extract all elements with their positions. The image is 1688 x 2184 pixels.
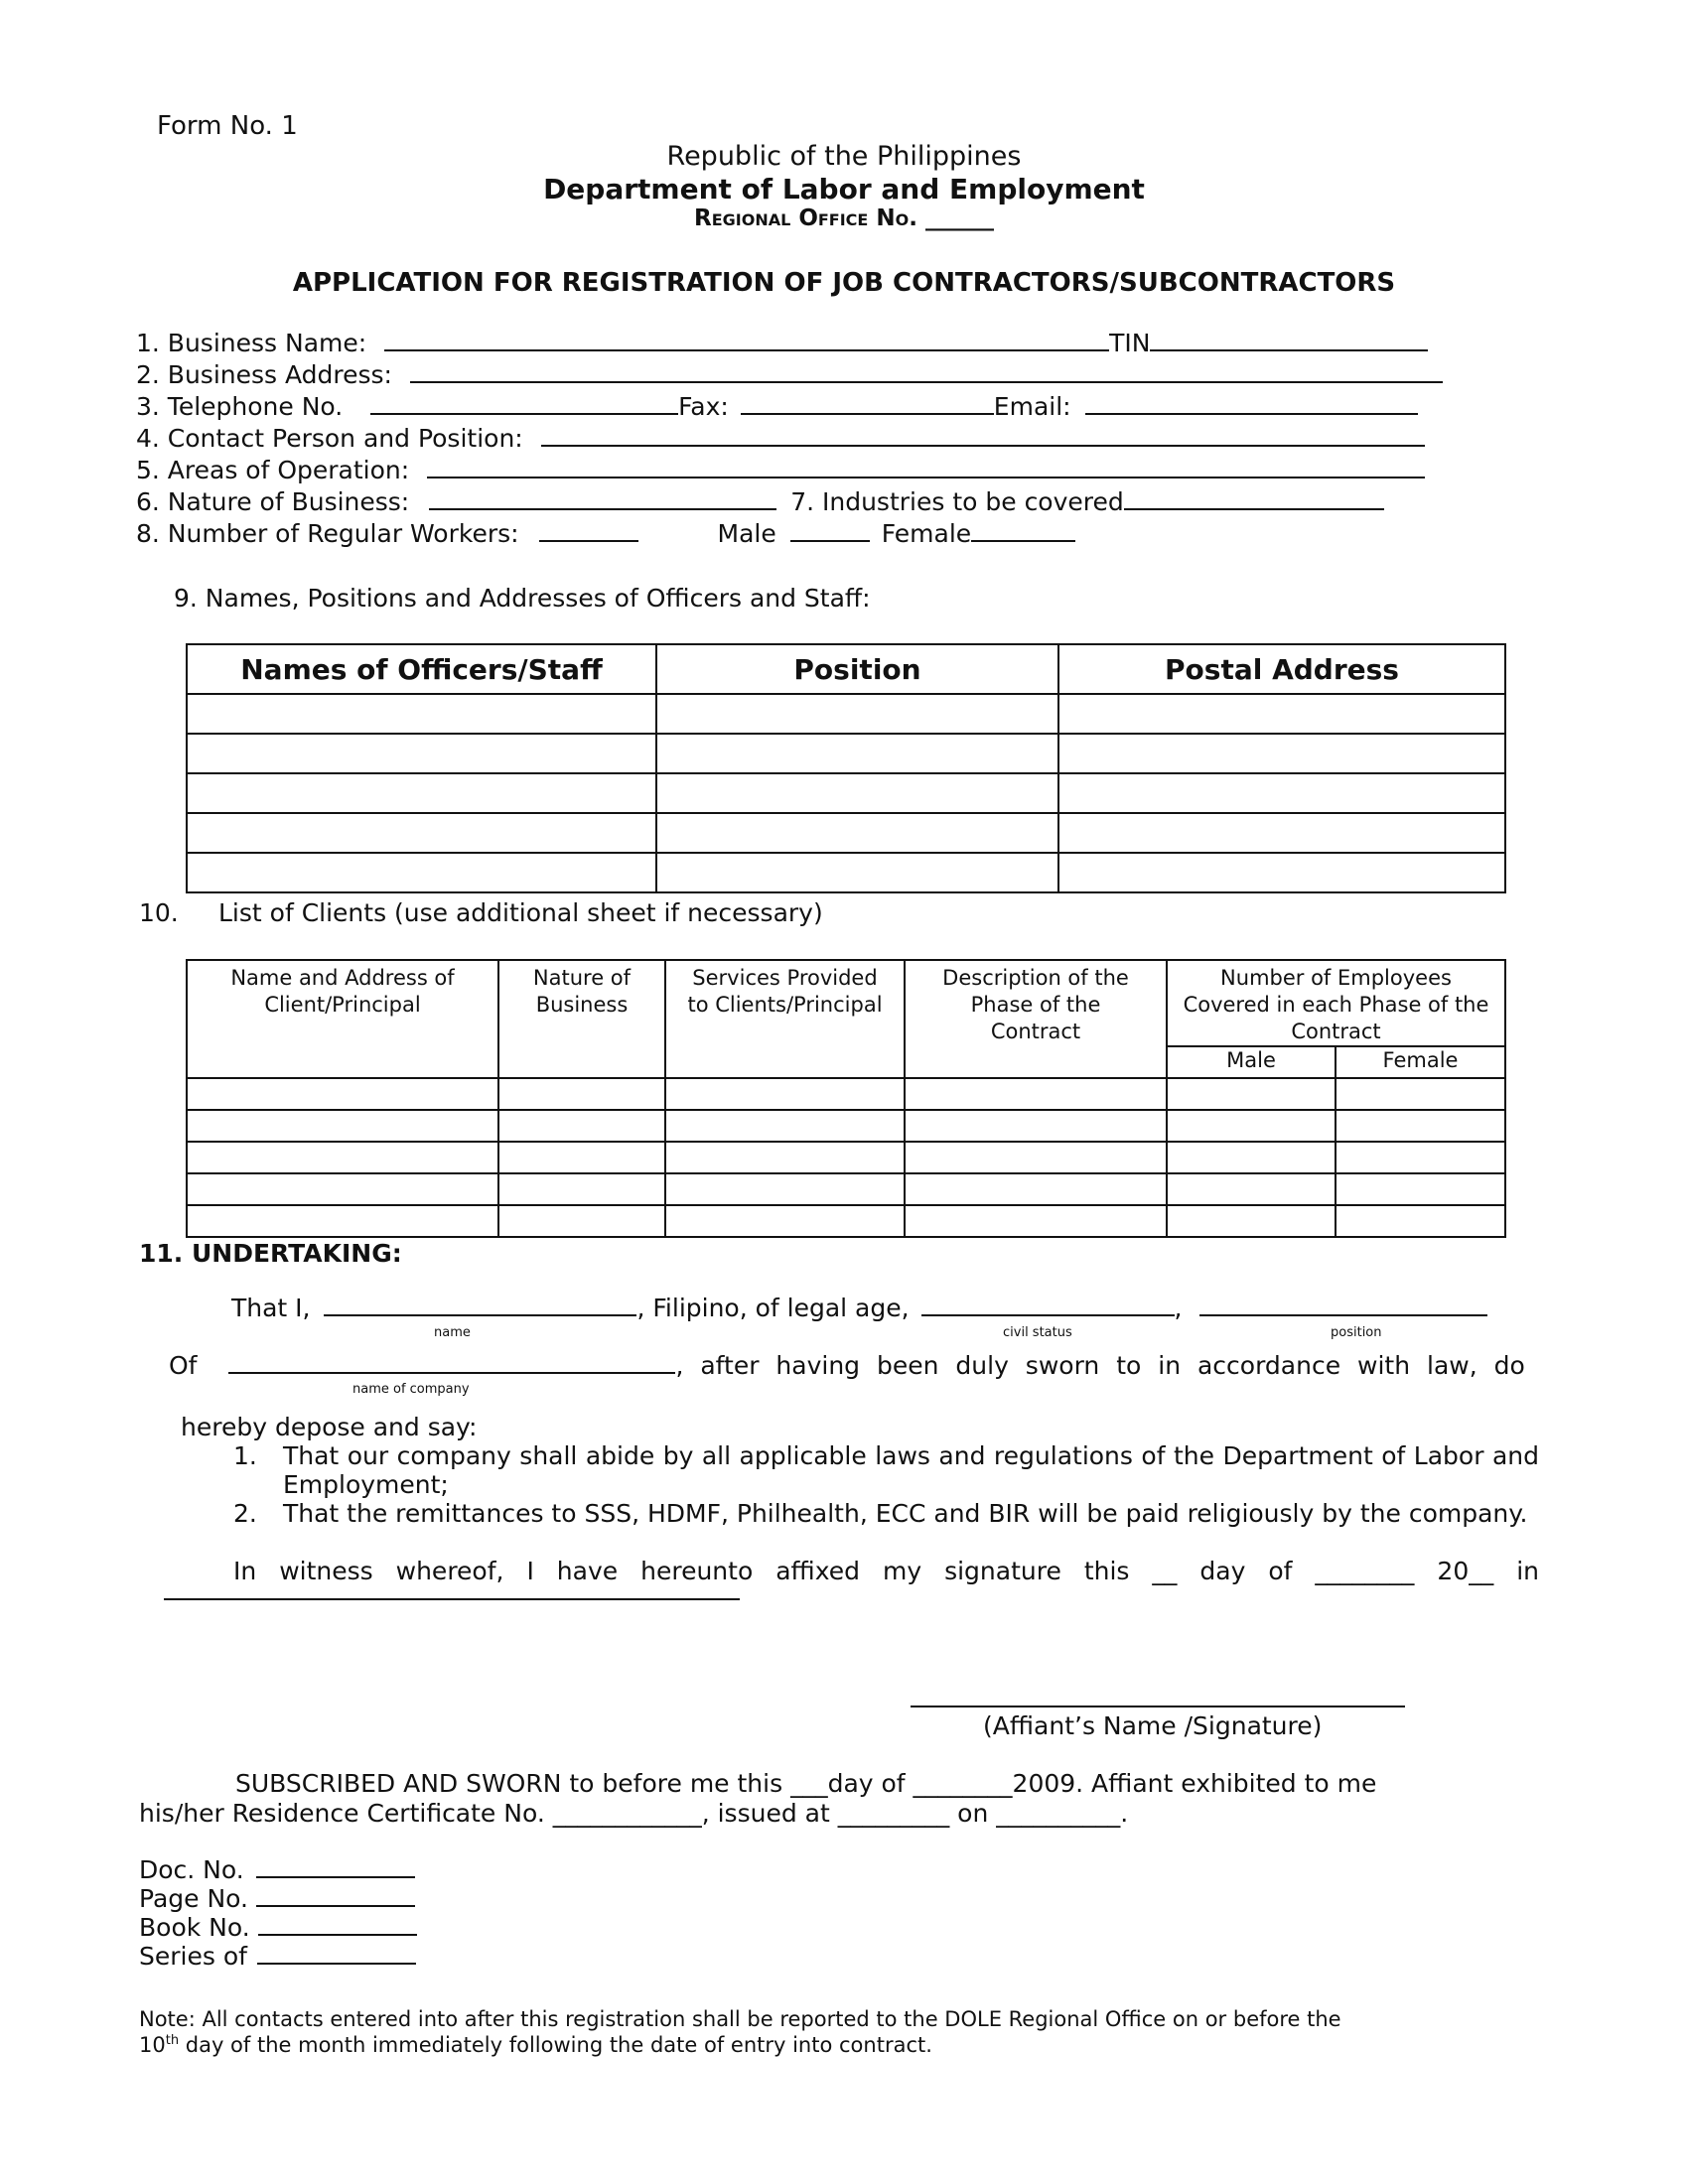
page-no-field[interactable] bbox=[256, 1883, 415, 1907]
item1-number: 1. bbox=[233, 1441, 257, 1470]
comma-label: , bbox=[1174, 1294, 1183, 1322]
table-cell[interactable] bbox=[656, 853, 1058, 892]
tin-label: TIN bbox=[1109, 329, 1151, 357]
table-cell[interactable] bbox=[187, 853, 656, 892]
business-name-field[interactable] bbox=[384, 328, 1109, 351]
table-cell[interactable] bbox=[1058, 694, 1505, 734]
contact-person-field[interactable] bbox=[541, 423, 1425, 447]
form-title: APPLICATION FOR REGISTRATION OF JOB CONTRACTORS/SUBCONTRACTORS bbox=[292, 268, 1396, 298]
table-cell[interactable] bbox=[1336, 1173, 1505, 1205]
position-field[interactable] bbox=[1199, 1293, 1487, 1316]
nature-row bbox=[136, 486, 1384, 518]
section10-number: 10. bbox=[139, 898, 179, 927]
table-cell[interactable] bbox=[1167, 1173, 1336, 1205]
table-cell[interactable] bbox=[656, 734, 1058, 773]
table-cell[interactable] bbox=[656, 813, 1058, 853]
section9-heading: 9. Names, Positions and Addresses of Officers and Staff: bbox=[174, 584, 871, 613]
nature-field[interactable] bbox=[429, 486, 776, 510]
that-i-label: That I, bbox=[231, 1294, 311, 1322]
series-field[interactable] bbox=[257, 1941, 416, 1965]
areas-field[interactable] bbox=[427, 455, 1425, 478]
col-client-name-header: Name and Address of Client/Principal bbox=[187, 960, 498, 1078]
regional-office-line: Regional Office No. ______ bbox=[694, 205, 994, 231]
table-cell[interactable] bbox=[665, 1205, 905, 1237]
clients-header-row bbox=[187, 960, 1505, 1046]
book-no-label: Book No. bbox=[139, 1913, 250, 1942]
book-no-field[interactable] bbox=[258, 1912, 417, 1936]
table-cell[interactable] bbox=[905, 1078, 1167, 1110]
caption-civil-status: civil status bbox=[1003, 1325, 1072, 1340]
department-line: Department of Labor and Employment bbox=[543, 173, 1145, 205]
business-name-label: 1. Business Name: bbox=[136, 329, 367, 357]
item2-number: 2. bbox=[233, 1499, 257, 1528]
business-name-row bbox=[136, 328, 1428, 359]
business-address-label: 2. Business Address: bbox=[136, 360, 392, 389]
contact-person-label: 4. Contact Person and Position: bbox=[136, 424, 523, 453]
doc-no-field[interactable] bbox=[256, 1854, 415, 1878]
table-row bbox=[187, 1110, 1505, 1142]
table-cell[interactable] bbox=[187, 734, 656, 773]
republic-line: Republic of the Philippines bbox=[666, 141, 1022, 172]
clients-table bbox=[186, 959, 1506, 1238]
table-cell[interactable] bbox=[656, 773, 1058, 813]
regular-workers-label: 8. Number of Regular Workers: bbox=[136, 519, 519, 548]
place-field[interactable] bbox=[164, 1598, 740, 1600]
book-no-row bbox=[139, 1912, 417, 1944]
caption-position: position bbox=[1331, 1325, 1382, 1340]
table-row bbox=[187, 1173, 1505, 1205]
female-field[interactable] bbox=[971, 518, 1075, 542]
undertaking-heading: 11. UNDERTAKING: bbox=[139, 1239, 402, 1268]
item2-text: That the remittances to SSS, HDMF, Philhealth, ECC and BIR will be paid religiously by the company. bbox=[283, 1499, 1528, 1528]
table-cell[interactable] bbox=[1058, 734, 1505, 773]
filipino-label: , Filipino, of legal age, bbox=[636, 1294, 910, 1322]
table-cell[interactable] bbox=[665, 1110, 905, 1142]
table-cell[interactable] bbox=[187, 1110, 498, 1142]
table-cell[interactable] bbox=[665, 1142, 905, 1173]
business-address-row bbox=[136, 359, 1443, 391]
telephone-row bbox=[136, 391, 1418, 423]
table-cell[interactable] bbox=[1167, 1205, 1336, 1237]
item1-text: That our company shall abide by all applicable laws and regulations of the Department of Labor and Employment; bbox=[283, 1441, 1539, 1499]
table-cell[interactable] bbox=[498, 1110, 665, 1142]
sworn-text: , after having been duly sworn to in accordance with law, do bbox=[675, 1351, 1525, 1380]
company-name-field[interactable] bbox=[228, 1350, 675, 1374]
areas-row bbox=[136, 455, 1425, 486]
that-i-line bbox=[231, 1293, 1487, 1322]
officers-table bbox=[186, 643, 1506, 893]
col-postal-header: Postal Address bbox=[1058, 644, 1505, 694]
table-cell[interactable] bbox=[498, 1078, 665, 1110]
name-field[interactable] bbox=[324, 1293, 636, 1316]
col-male-header: Male bbox=[1167, 1046, 1336, 1078]
business-address-field[interactable] bbox=[410, 359, 1443, 383]
series-label: Series of bbox=[139, 1942, 247, 1971]
table-cell[interactable] bbox=[1058, 813, 1505, 853]
col-female-header: Female bbox=[1336, 1046, 1505, 1078]
table-cell[interactable] bbox=[187, 694, 656, 734]
note-day-suffix: th bbox=[165, 2033, 180, 2048]
table-cell[interactable] bbox=[1336, 1205, 1505, 1237]
col-employees-header: Number of Employees Covered in each Phase of the Contract bbox=[1167, 960, 1505, 1046]
table-cell[interactable] bbox=[187, 1078, 498, 1110]
of-company-line bbox=[169, 1350, 1537, 1380]
nature-label: 6. Nature of Business: bbox=[136, 487, 410, 516]
table-row bbox=[187, 773, 1505, 813]
caption-name: name bbox=[434, 1325, 471, 1340]
fax-field[interactable] bbox=[741, 391, 994, 415]
table-cell[interactable] bbox=[1336, 1110, 1505, 1142]
doc-no-label: Doc. No. bbox=[139, 1855, 244, 1884]
table-cell[interactable] bbox=[905, 1142, 1167, 1173]
civil-status-field[interactable] bbox=[921, 1293, 1175, 1316]
table-cell[interactable] bbox=[187, 1205, 498, 1237]
witness-text: In witness whereof, I have hereunto affixed my signature this __ day of ________ 20__ in bbox=[233, 1557, 1539, 1585]
table-row bbox=[187, 1205, 1505, 1237]
regular-workers-field[interactable] bbox=[539, 518, 638, 542]
of-label: Of bbox=[169, 1351, 198, 1380]
table-cell[interactable] bbox=[665, 1078, 905, 1110]
page-no-label: Page No. bbox=[139, 1884, 248, 1913]
tin-field[interactable] bbox=[1150, 328, 1428, 351]
table-cell[interactable] bbox=[1058, 773, 1505, 813]
table-cell[interactable] bbox=[1167, 1142, 1336, 1173]
table-row bbox=[187, 694, 1505, 734]
table-cell[interactable] bbox=[498, 1173, 665, 1205]
note-day-number: 10 bbox=[139, 2033, 166, 2057]
table-cell[interactable] bbox=[1336, 1078, 1505, 1110]
section10-heading: List of Clients (use additional sheet if necessary) bbox=[218, 898, 823, 927]
email-field[interactable] bbox=[1085, 391, 1418, 415]
table-cell[interactable] bbox=[1336, 1142, 1505, 1173]
col-names-header: Names of Officers/Staff bbox=[187, 644, 656, 694]
page-no-row bbox=[139, 1883, 415, 1915]
fax-label: Fax: bbox=[678, 392, 729, 421]
telephone-label: 3. Telephone No. bbox=[136, 392, 344, 421]
industries-label: 7. Industries to be covered bbox=[790, 487, 1124, 516]
col-description-header: Description of the Phase of the Contract bbox=[905, 960, 1167, 1078]
table-cell[interactable] bbox=[905, 1110, 1167, 1142]
officers-header-row bbox=[187, 644, 1505, 694]
email-label: Email: bbox=[993, 392, 1071, 421]
table-cell[interactable] bbox=[187, 1173, 498, 1205]
note-line2-text: day of the month immediately following the date of entry into contract. bbox=[179, 2033, 932, 2057]
table-cell[interactable] bbox=[1167, 1110, 1336, 1142]
table-cell[interactable] bbox=[498, 1205, 665, 1237]
doc-no-row bbox=[139, 1854, 415, 1886]
table-row bbox=[187, 813, 1505, 853]
table-row bbox=[187, 853, 1505, 892]
male-label: Male bbox=[717, 519, 776, 548]
male-field[interactable] bbox=[790, 518, 870, 542]
table-row bbox=[187, 1078, 1505, 1110]
table-cell[interactable] bbox=[187, 813, 656, 853]
table-cell[interactable] bbox=[498, 1142, 665, 1173]
affiant-caption: (Affiant’s Name /Signature) bbox=[983, 1711, 1323, 1740]
col-services-header: Services Provided to Clients/Principal bbox=[665, 960, 905, 1078]
col-nature-header: Nature of Business bbox=[498, 960, 665, 1078]
table-row bbox=[187, 734, 1505, 773]
table-cell[interactable] bbox=[656, 694, 1058, 734]
table-row bbox=[187, 1142, 1505, 1173]
sworn-line1: SUBSCRIBED AND SWORN to before me this ___day of ________2009. Affiant exhibited to me bbox=[235, 1769, 1377, 1798]
col-position-header: Position bbox=[656, 644, 1058, 694]
note-line2 bbox=[139, 2033, 932, 2057]
table-cell[interactable] bbox=[187, 773, 656, 813]
table-cell[interactable] bbox=[665, 1173, 905, 1205]
table-cell[interactable] bbox=[187, 1142, 498, 1173]
series-row bbox=[139, 1941, 416, 1973]
telephone-field[interactable] bbox=[370, 391, 678, 415]
table-cell[interactable] bbox=[905, 1173, 1167, 1205]
female-label: Female bbox=[881, 519, 972, 548]
form-number: Form No. 1 bbox=[157, 111, 298, 141]
table-cell[interactable] bbox=[905, 1205, 1167, 1237]
table-cell[interactable] bbox=[1167, 1078, 1336, 1110]
table-cell[interactable] bbox=[1058, 853, 1505, 892]
sworn-line2: his/her Residence Certificate No. ____________, issued at _________ on __________. bbox=[139, 1799, 1129, 1828]
caption-company: name of company bbox=[352, 1382, 470, 1397]
contact-person-row bbox=[136, 423, 1425, 455]
depose-text: hereby depose and say: bbox=[181, 1413, 478, 1441]
regular-workers-row bbox=[136, 518, 1075, 550]
industries-field[interactable] bbox=[1124, 486, 1384, 510]
affiant-signature-line[interactable] bbox=[911, 1706, 1405, 1707]
areas-label: 5. Areas of Operation: bbox=[136, 456, 410, 484]
note-line1: Note: All contacts entered into after this registration shall be reported to the DOLE Regional Office on or before the bbox=[139, 2007, 1341, 2031]
